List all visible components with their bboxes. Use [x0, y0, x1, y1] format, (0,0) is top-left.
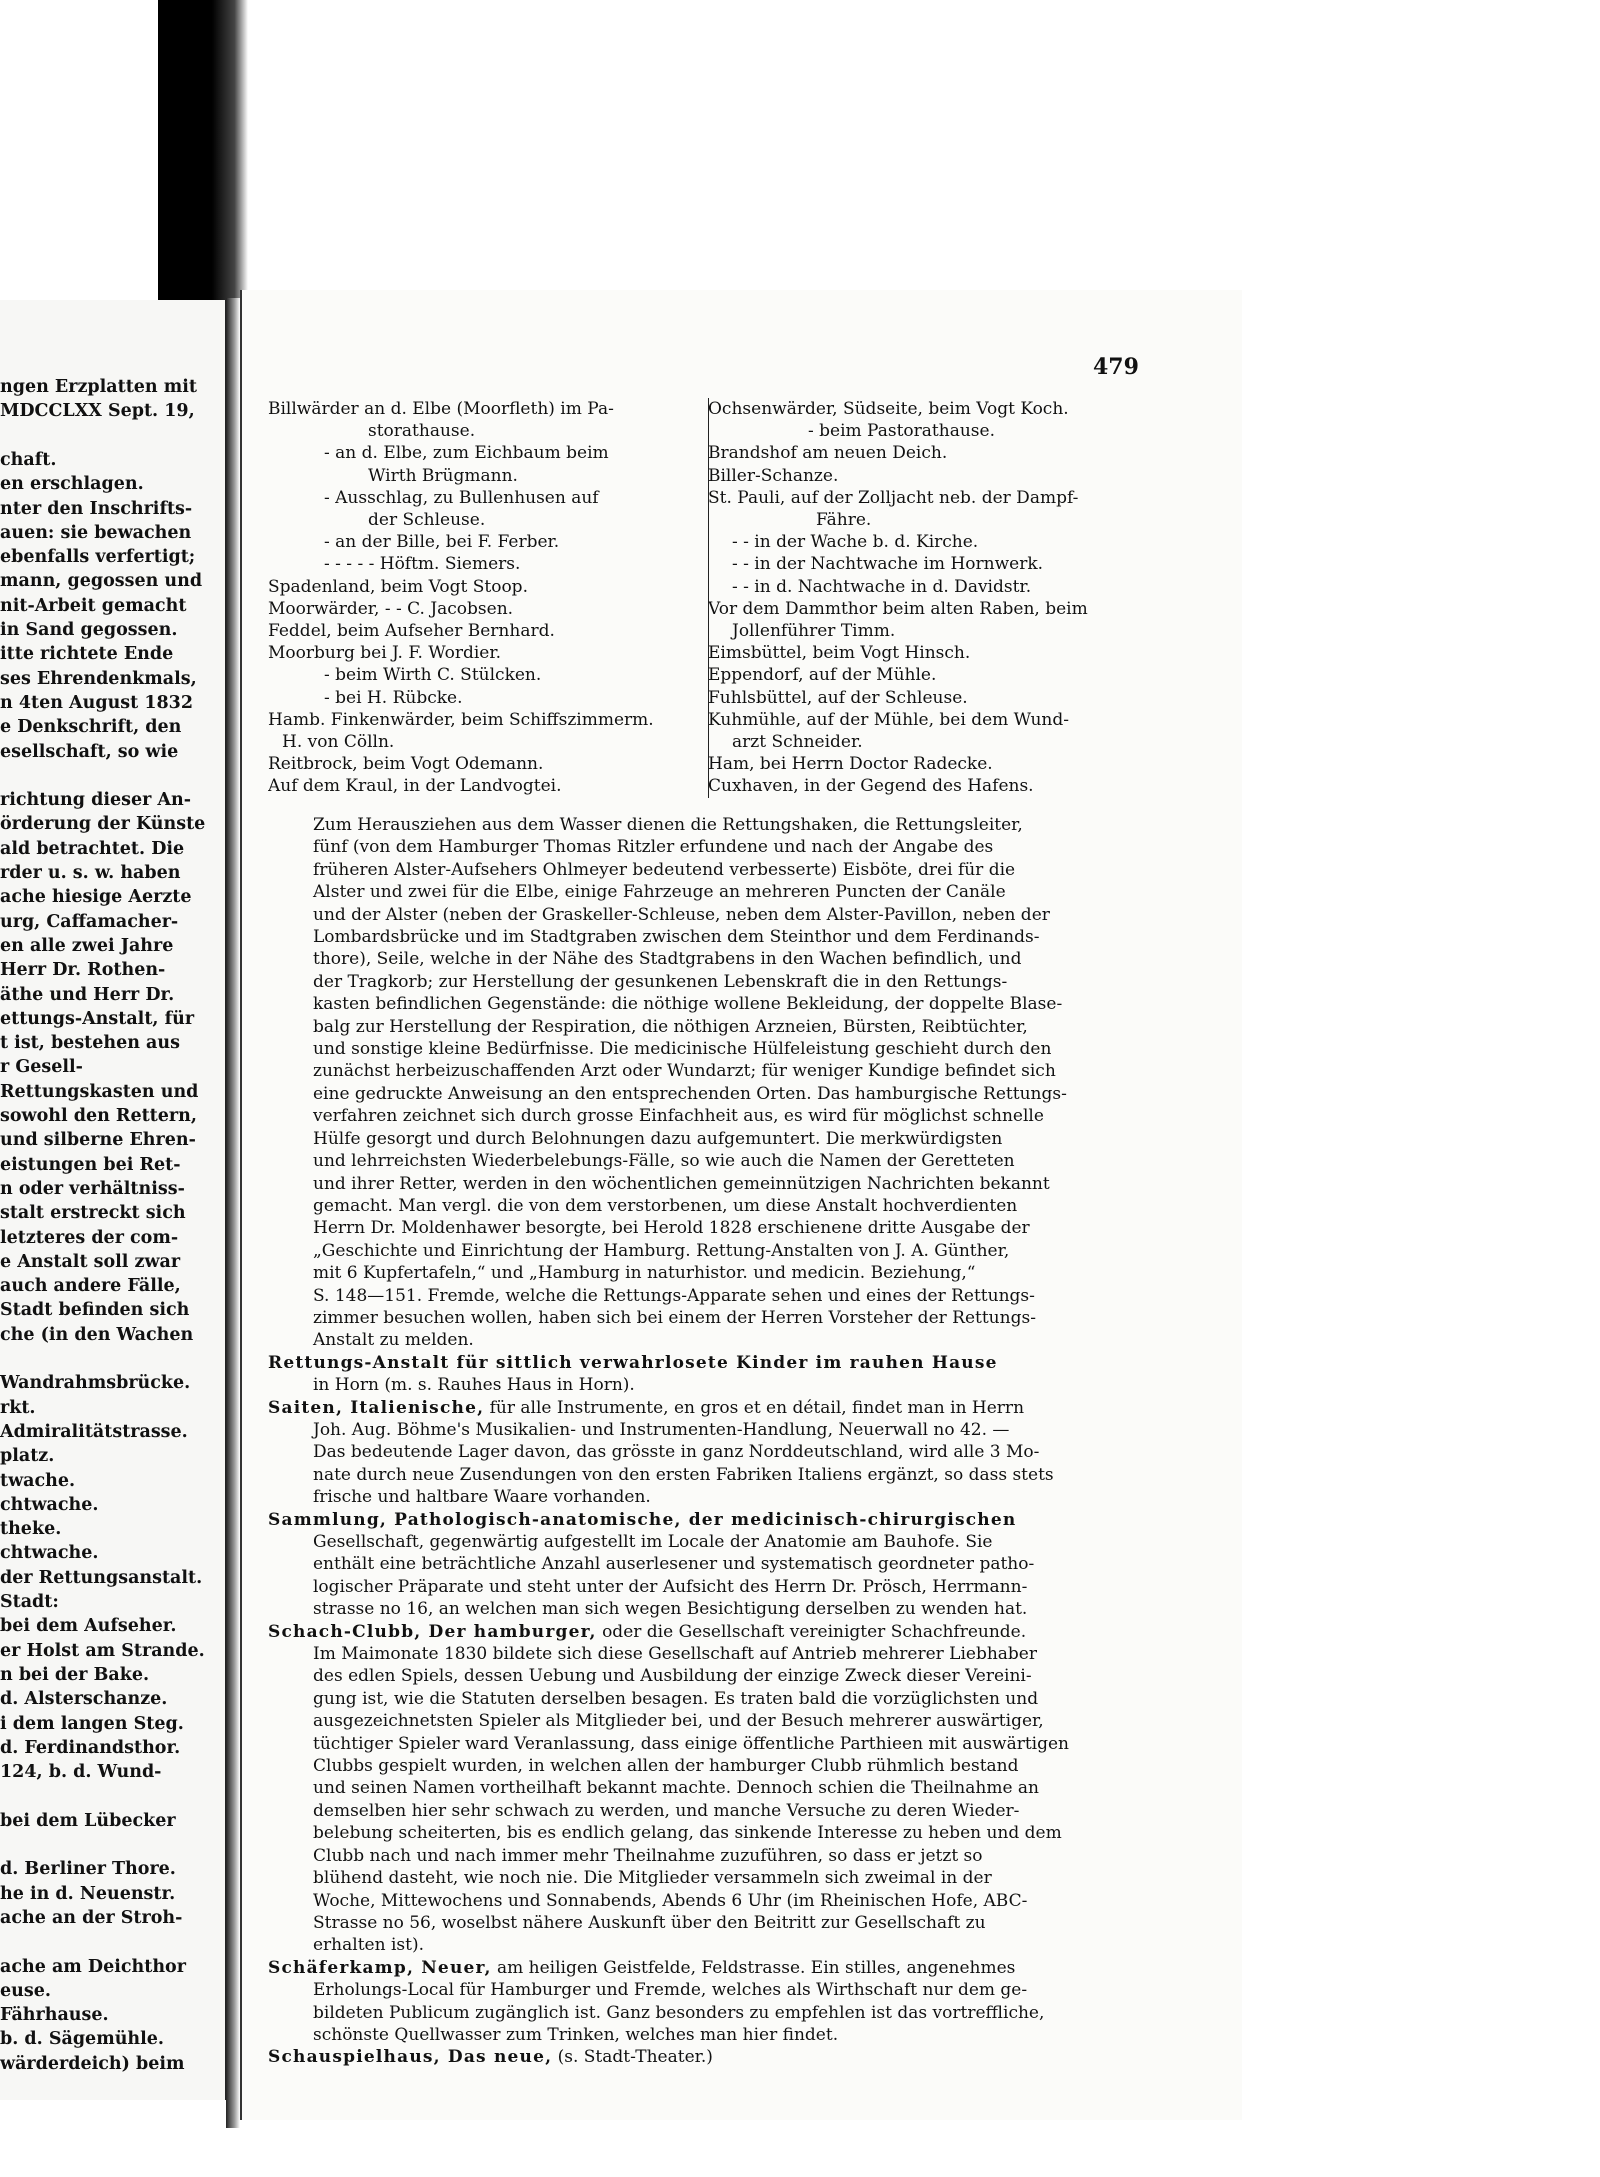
location-row: - an d. Elbe, zum Eichbaum beim [324, 443, 609, 464]
left-page-line: chaft. [0, 449, 57, 470]
location-row: Auf dem Kraul, in der Landvogtei. [268, 776, 562, 797]
left-page-line: n bei der Bake. [0, 1664, 150, 1685]
left-page-line: i dem langen Steg. [0, 1713, 184, 1734]
location-row: - - - - - Höftm. Siemers. [324, 554, 521, 575]
entry-line: Joh. Aug. Böhme's Musikalien- und Instrumenten-Handlung, Neuerwall no 42. — [313, 1419, 1010, 1440]
left-page-line: en alle zwei Jahre [0, 935, 174, 956]
directory-entry [268, 1352, 1146, 1397]
entry-line: Anstalt zu melden. [313, 1330, 474, 1351]
location-row: - - in der Nachtwache im Hornwerk. [732, 554, 1044, 575]
location-row: - Ausschlag, zu Bullenhusen auf [324, 487, 599, 508]
location-row: Reitbrock, beim Vogt Odemann. [268, 754, 544, 775]
entry-line: Strasse no 56, woselbst nähere Auskunft über den Beitritt zur Gesellschaft zu [313, 1912, 986, 1933]
entry-line: der Tragkorb; zur Herstellung der gesunkenen Lebenskraft die in den Rettungs- [313, 971, 1008, 992]
left-page-line: d. Alsterschanze. [0, 1689, 168, 1710]
location-row: storathause. [368, 421, 476, 442]
location-row: Wirth Brügmann. [368, 465, 518, 486]
directory-entry [268, 1957, 1146, 2047]
left-page-line: auch andere Fälle, [0, 1276, 181, 1297]
location-row: - an der Bille, bei F. Ferber. [324, 532, 560, 553]
entry-line: tüchtiger Spieler ward Veranlassung, dass einige öffentliche Parthieen mit auswärtigen [313, 1733, 1070, 1754]
location-row: Cuxhaven, in der Gegend des Hafens. [708, 776, 1034, 797]
left-page-line: in Sand gegossen. [0, 620, 178, 640]
left-page-line: ald betrachtet. Die [0, 838, 185, 859]
left-page-line: Wandrahmsbrücke. [0, 1373, 191, 1394]
entry-heading: Sammlung, Pathologisch-anatomische, der medicinisch-chirurgischen [268, 1509, 1017, 1530]
locations-column-right [708, 398, 1138, 798]
entry-line: S. 148—151. Fremde, welche die Rettungs-Apparate sehen und eines der Rettungs- [313, 1285, 1035, 1306]
entry-line: erhalten ist). [313, 1935, 424, 1956]
left-page-line: MDCCLXX Sept. 19, [0, 401, 195, 422]
left-page-line: eistungen bei Ret- [0, 1154, 181, 1175]
entry-first-line [268, 1509, 1146, 1531]
left-page-line: ache an der Stroh- [0, 1907, 183, 1928]
location-row: Hamb. Finkenwärder, beim Schiffszimmerm. [268, 709, 654, 730]
entry-heading: Saiten, Italienische, [268, 1397, 485, 1418]
location-row: Jollenführer Timm. [732, 621, 896, 642]
left-page-line: ngen Erzplatten mit [0, 377, 197, 397]
entry-line: Clubb nach und nach immer mehr Theilnahme zuzuführen, so dass er jetzt so [313, 1845, 983, 1866]
entry-line: demselben hier sehr schwach zu werden, und manche Versuche zu deren Wieder- [313, 1800, 1020, 1821]
entry-line: logischer Präparate und steht unter der Aufsicht des Herrn Dr. Prösch, Herrmann- [313, 1576, 1028, 1597]
entry-line: gung ist, wie die Statuten derselben besagen. Es traten bald die vorzüglichsten und [313, 1688, 1039, 1709]
location-row: Ham, bei Herrn Doctor Radecke. [708, 754, 993, 775]
entry-line: „Geschichte und Einrichtung der Hamburg. Rettung-Anstalten von J. A. Günther, [313, 1240, 1010, 1261]
left-page-line: chtwache. [0, 1494, 99, 1515]
left-page-line: nter den Inschrifts- [0, 498, 193, 519]
location-row: - - in der Wache b. d. Kirche. [732, 532, 979, 553]
entry-line: kasten befindlichen Gegenstände: die nöthige wollene Bekleidung, der doppelte Blase- [313, 994, 1063, 1015]
location-row: Eimsbüttel, beim Vogt Hinsch. [708, 643, 971, 664]
entry-line: frische und haltbare Waare vorhanden. [313, 1487, 651, 1508]
left-page-line: ebenfalls verfertigt; [0, 547, 196, 568]
entry-line: und ihrer Retter, werden in den wöchentlichen gemeinnützigen Nachrichten bekannt [313, 1173, 1050, 1194]
location-row: Spadenland, beim Vogt Stoop. [268, 576, 528, 597]
entry-line: eine gedruckte Anweisung an den entsprechenden Orten. Das hamburgische Rettungs- [313, 1083, 1067, 1104]
left-page-line: rkt. [0, 1397, 36, 1418]
entry-first-line [268, 1352, 1146, 1374]
entry-line: gemacht. Man vergl. die von dem verstorbenen, um diese Anstalt hochverdienten [313, 1195, 1018, 1216]
directory-entries [268, 814, 1146, 2069]
left-page-line: theke. [0, 1519, 62, 1540]
left-page-line: Rettungskasten und [0, 1081, 199, 1102]
entry-line: in Horn (m. s. Rauhes Haus in Horn). [313, 1375, 635, 1396]
location-row: Kuhmühle, auf der Mühle, bei dem Wund- [708, 709, 1069, 730]
directory-entry [268, 1397, 1146, 1509]
left-page-line: letzteres der com- [0, 1227, 179, 1248]
directory-entry [268, 2046, 1146, 2068]
entry-heading: Schäferkamp, Neuer, [268, 1957, 492, 1978]
location-row: Brandshof am neuen Deich. [708, 443, 948, 464]
left-page-line: ettungs-Anstalt, für [0, 1008, 195, 1029]
left-page-line: e Anstalt soll zwar [0, 1251, 181, 1272]
left-page-line: und silberne Ehren- [0, 1130, 196, 1151]
location-row: Fuhlsbüttel, auf der Schleuse. [708, 687, 968, 708]
left-page-line: ache am Deichthor [0, 1956, 186, 1977]
location-row: Ochsenwärder, Südseite, beim Vogt Koch. [708, 399, 1069, 419]
left-page-line: sowohl den Rettern, [0, 1106, 197, 1126]
location-row: St. Pauli, auf der Zolljacht neb. der Dampf- [708, 487, 1079, 508]
entry-line: Clubbs gespielt wurden, in welchen allen der hamburger Clubb rühmlich bestand [313, 1756, 1019, 1777]
left-page-line: chtwache. [0, 1543, 99, 1564]
left-page-line: b. d. Sägemühle. [0, 2029, 165, 2050]
entry-line: und sonstige kleine Bedürfnisse. Die medicinische Hülfeleistung geschieht durch den [313, 1039, 1052, 1060]
entry-heading: Schach-Clubb, Der hamburger, [268, 1621, 597, 1642]
book-gutter [226, 298, 240, 2128]
left-page-line: Fährhause. [0, 2005, 109, 2026]
entry-line: thore), Seile, welche in der Nähe des Stadtgrabens in den Wachen befindlich, und [313, 949, 1022, 970]
entry-line: belebung scheiterten, bis es endlich gelang, das sinkende Interesse zu heben und dem [313, 1823, 1062, 1844]
entry-line: zimmer besuchen wollen, haben sich bei einem der Herren Vorsteher der Rettungs- [313, 1307, 1036, 1328]
left-page-line: Admiralitätstrasse. [0, 1421, 188, 1442]
entry-line: Im Maimonate 1830 bildete sich diese Gesellschaft auf Antrieb mehrerer Liebhaber [313, 1644, 1037, 1665]
left-page-line: 124, b. d. Wund- [0, 1762, 162, 1783]
left-page-line: ses Ehrendenkmals, [0, 668, 197, 689]
entry-line: enthält eine beträchtliche Anzahl auserlesener und systematisch geordneter patho- [313, 1554, 1035, 1575]
left-page-line: äthe und Herr Dr. [0, 984, 175, 1005]
left-page-line: der Rettungsanstalt. [0, 1567, 203, 1588]
location-row: Fähre. [816, 510, 872, 531]
entry-first-line [268, 2046, 1146, 2068]
left-page-line: Stadt befinden sich [0, 1300, 190, 1321]
location-row: - beim Wirth C. Stülcken. [324, 665, 542, 686]
left-page-line: esellschaft, so wie [0, 741, 179, 762]
left-page-line: er Holst am Strande. [0, 1640, 205, 1661]
left-page-line: n oder verhältniss- [0, 1178, 185, 1199]
location-row: Billwärder an d. Elbe (Moorfleth) im Pa- [268, 399, 614, 419]
left-page-line: r Gesell- [0, 1057, 83, 1078]
page-number: 479 [1093, 354, 1139, 380]
entry-line: oder die Gesellschaft vereinigter Schachfreunde. [596, 1621, 1027, 1642]
left-page-line: Stadt: [0, 1592, 59, 1612]
entry-line: Erholungs-Local für Hamburger und Fremde, welches als Wirthschaft nur dem ge- [313, 1980, 1028, 2001]
entry-line: für alle Instrumente, en gros et en détail, findet man in Herrn [484, 1397, 1025, 1418]
entry-line: Hülfe gesorgt und durch Belohnungen dazu aufgemuntert. Die merkwürdigsten [313, 1128, 1003, 1149]
left-page-line: e Denkschrift, den [0, 717, 182, 738]
left-page-line: bei dem Aufseher. [0, 1616, 177, 1637]
left-page-fragment [0, 300, 228, 2100]
rescue-paragraph [268, 814, 1146, 1352]
location-row: Moorburg bei J. F. Wordier. [268, 643, 502, 664]
entry-line: Zum Herausziehen aus dem Wasser dienen die Rettungshaken, die Rettungsleiter, [313, 815, 1023, 835]
left-page-line: en erschlagen. [0, 474, 144, 495]
entry-heading: Schauspielhaus, Das neue, [268, 2047, 553, 2068]
entry-line: Woche, Mittewochens und Sonnabends, Abends 6 Uhr (im Rheinischen Hofe, ABC- [313, 1890, 1028, 1911]
left-page-line: t ist, bestehen aus [0, 1033, 180, 1054]
entry-line: ausgezeichnetsten Spieler als Mitglieder bei, und der Besuch mehrerer auswärtiger, [313, 1711, 1044, 1732]
gutter-shadow [158, 0, 248, 300]
left-page-line: nit-Arbeit gemacht [0, 595, 187, 616]
entry-line: blühend dasteht, wie noch nie. Die Mitglieder versammeln sich zweimal in der [313, 1868, 992, 1889]
entry-line: bildeten Publicum zugänglich ist. Ganz besonders zu empfehlen ist das vortreffliche, [313, 2002, 1045, 2023]
left-page-line: he in d. Neuenstr. [0, 1883, 176, 1904]
entry-heading: Rettungs-Anstalt für sittlich verwahrlosete Kinder im rauhen Hause [268, 1352, 998, 1373]
location-row: Feddel, beim Aufseher Bernhard. [268, 621, 555, 642]
entry-line: Alster und zwei für die Elbe, einige Fahrzeuge an mehreren Puncten der Canäle [313, 882, 1006, 903]
left-page-line: itte richtete Ende [0, 644, 174, 665]
left-page-line: wärderdeich) beim [0, 2053, 185, 2074]
entry-line: Das bedeutende Lager davon, das grösste in ganz Norddeutschland, wird alle 3 Mo- [313, 1442, 1040, 1463]
left-page-line: che (in den Wachen [0, 1324, 194, 1345]
left-page-line: bei dem Lübecker [0, 1810, 176, 1831]
location-row: - - in d. Nachtwache in d. Davidstr. [732, 576, 1032, 597]
left-page-line: twache. [0, 1470, 76, 1491]
entry-line: balg zur Herstellung der Respiration, die nöthigen Arzneien, Bürsten, Reibtüchter, [313, 1016, 1028, 1037]
entry-line: und der Alster (neben der Graskeller-Schleuse, neben dem Alster-Pavillon, neben der [313, 904, 1050, 925]
entry-line: zunächst herbeizuschaffenden Arzt oder Wundarzt; für weniger Kundige befindet sich [313, 1061, 1056, 1082]
entry-first-line [268, 1621, 1146, 1643]
directory-entry [268, 1621, 1146, 1957]
entry-line: und seinen Namen vortheilhaft bekannt machte. Dennoch schien die Theilnahme an [313, 1778, 1039, 1799]
entry-line: und lehrreichsten Wiederbelebungs-Fälle, so wie auch die Namen der Geretteten [313, 1151, 1015, 1172]
left-page-line: auen: sie bewachen [0, 522, 192, 543]
entry-line: des edlen Spiels, dessen Uebung und Ausbildung der einzige Zweck dieser Vereini- [313, 1666, 1032, 1687]
left-page-line: euse. [0, 1980, 51, 2001]
entry-line: nate durch neue Zusendungen von den ersten Fabriken Italiens ergänzt, so dass stets [313, 1464, 1054, 1485]
location-row: der Schleuse. [368, 510, 486, 531]
left-page-line: mann, gegossen und [0, 571, 203, 592]
entry-line: schönste Quellwasser zum Trinken, welches man hier findet. [313, 2024, 839, 2045]
location-row: H. von Cölln. [282, 732, 395, 753]
location-row: Biller-Schanze. [708, 465, 839, 486]
directory-entry [268, 1509, 1146, 1621]
left-page-line: d. Ferdinandsthor. [0, 1737, 181, 1758]
left-page-line: d. Berliner Thore. [0, 1859, 176, 1880]
location-row: Vor dem Dammthor beim alten Raben, beim [708, 598, 1088, 619]
location-row: - beim Pastorathause. [808, 421, 995, 442]
entry-line: Gesellschaft, gegenwärtig aufgestellt im Locale der Anatomie am Bauhofe. Sie [313, 1532, 993, 1552]
entry-line: am heiligen Geistfelde, Feldstrasse. Ein stilles, angenehmes [491, 1957, 1016, 1978]
entry-first-line [268, 1397, 1146, 1419]
left-page-line: örderung der Künste [0, 814, 206, 835]
left-page-line: ache hiesige Aerzte [0, 887, 192, 908]
left-page-line: richtung dieser An- [0, 790, 191, 811]
entry-line: verfahren zeichnet sich durch grosse Einfachheit aus, es wird für möglichst schnelle [313, 1106, 1044, 1127]
entry-line: strasse no 16, an welchen man sich wegen Besichtigung derselben zu wenden hat. [313, 1599, 1028, 1620]
entry-line: früheren Alster-Aufsehers Ohlmeyer bedeutend verbesserte) Eisböte, drei für die [313, 859, 1016, 880]
location-row: Moorwärder, - - C. Jacobsen. [268, 598, 514, 619]
left-page-line: urg, Caffamacher- [0, 911, 179, 932]
locations-column-left [268, 398, 709, 798]
left-page-line: n 4ten August 1832 [0, 692, 194, 713]
entry-line: Herrn Dr. Moldenhawer besorgte, bei Herold 1828 erschienene dritte Ausgabe der [313, 1218, 1030, 1239]
entry-first-line [268, 1957, 1146, 1979]
location-row: - bei H. Rübcke. [324, 687, 463, 708]
entry-line: mit 6 Kupfertafeln,“ und „Hamburg in naturhistor. und medicin. Beziehung,“ [313, 1263, 976, 1284]
entry-line: fünf (von dem Hamburger Thomas Ritzler erfundene und nach der Angabe des [313, 837, 994, 858]
location-row: Eppendorf, auf der Mühle. [708, 665, 937, 686]
left-page-line: Herr Dr. Rothen- [0, 960, 166, 981]
left-page-line: stalt erstreckt sich [0, 1203, 186, 1224]
entry-line: (s. Stadt-Theater.) [552, 2047, 713, 2068]
location-row: arzt Schneider. [732, 732, 863, 753]
left-page-line: rder u. s. w. haben [0, 863, 181, 883]
entry-line: Lombardsbrücke und im Stadtgraben zwischen dem Steinthor und dem Ferdinands- [313, 927, 1040, 948]
left-page-line: platz. [0, 1446, 55, 1467]
